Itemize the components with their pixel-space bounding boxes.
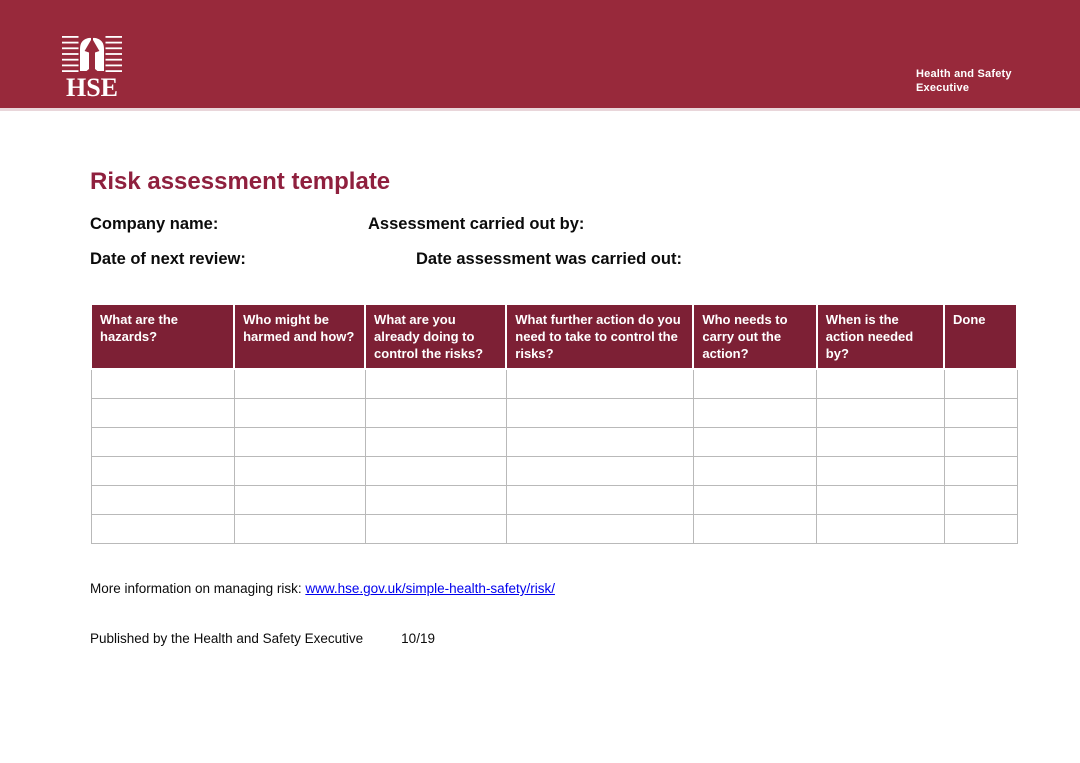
company-name-label: Company name: xyxy=(90,215,219,233)
table-cell-empty xyxy=(91,486,234,515)
table-cell-empty xyxy=(91,369,234,399)
published-line xyxy=(90,630,1018,647)
table-cell-empty xyxy=(944,486,1017,515)
table-cell-empty xyxy=(234,486,365,515)
table-header-row xyxy=(91,304,1017,369)
table-cell-empty xyxy=(817,515,944,544)
table-cell-empty xyxy=(506,428,693,457)
table-cell-empty xyxy=(506,486,693,515)
risk-assessment-table xyxy=(90,303,1018,544)
table-cell-empty xyxy=(234,399,365,428)
table-cell-empty xyxy=(365,457,506,486)
table-cell-empty xyxy=(693,399,816,428)
org-name-line1: Health and Safety xyxy=(916,68,1012,80)
table-cell-empty xyxy=(817,428,944,457)
table-cell-empty xyxy=(506,515,693,544)
table-cell-empty xyxy=(365,399,506,428)
document-body xyxy=(0,168,1018,647)
version-text: 10/19 xyxy=(401,631,435,646)
hse-logo-emblem xyxy=(62,36,122,100)
assessment-date-label: Date assessment was carried out: xyxy=(416,250,682,268)
more-info-link[interactable]: www.hse.gov.uk/simple-health-safety/risk/ xyxy=(305,581,555,596)
table-cell-empty xyxy=(506,369,693,399)
table-cell-empty xyxy=(944,399,1017,428)
table-cell-empty xyxy=(817,457,944,486)
table-body xyxy=(91,369,1017,544)
table-row xyxy=(91,457,1017,486)
table-cell-empty xyxy=(693,369,816,399)
table-cell-empty xyxy=(693,515,816,544)
published-text: Published by the Health and Safety Executive xyxy=(90,631,364,646)
table-cell-empty xyxy=(365,369,506,399)
column-header: When is the action needed by? xyxy=(817,304,944,369)
table-cell-empty xyxy=(91,515,234,544)
page-title: Risk assessment template xyxy=(90,168,391,195)
column-header: What further action do you need to take to control the risks? xyxy=(506,304,693,369)
table-cell-empty xyxy=(693,428,816,457)
field-row-2 xyxy=(90,250,1018,270)
column-header: Who needs to carry out the action? xyxy=(693,304,816,369)
hse-banner xyxy=(0,0,1080,111)
table-cell-empty xyxy=(817,399,944,428)
table-cell-empty xyxy=(693,486,816,515)
table-cell-empty xyxy=(817,486,944,515)
org-name-line2: Executive xyxy=(916,81,970,94)
table-cell-empty xyxy=(234,457,365,486)
table-cell-empty xyxy=(91,399,234,428)
more-info-text: More information on managing risk: xyxy=(90,581,306,596)
table-row xyxy=(91,486,1017,515)
table-cell-empty xyxy=(506,457,693,486)
table-cell-empty xyxy=(944,369,1017,399)
table-cell-empty xyxy=(365,515,506,544)
table-cell-empty xyxy=(91,428,234,457)
logo-text: HSE xyxy=(65,73,119,100)
table-row xyxy=(91,369,1017,399)
next-review-label: Date of next review: xyxy=(90,250,246,268)
table-cell-empty xyxy=(234,369,365,399)
table-cell-empty xyxy=(234,515,365,544)
column-header: What are you already doing to control the risks? xyxy=(365,304,506,369)
table-cell-empty xyxy=(365,486,506,515)
table-cell-empty xyxy=(817,369,944,399)
table-cell-empty xyxy=(365,428,506,457)
field-row-1 xyxy=(90,215,1018,235)
table-cell-empty xyxy=(234,428,365,457)
table-cell-empty xyxy=(91,457,234,486)
column-header: Done xyxy=(944,304,1017,369)
table-row xyxy=(91,428,1017,457)
assessment-by-label: Assessment carried out by: xyxy=(368,215,585,233)
table-row xyxy=(91,515,1017,544)
more-info-line xyxy=(90,580,1018,597)
table-cell-empty xyxy=(693,457,816,486)
org-name xyxy=(916,68,1012,95)
table-row xyxy=(91,399,1017,428)
table-cell-empty xyxy=(506,399,693,428)
table-cell-empty xyxy=(944,515,1017,544)
column-header: What are the hazards? xyxy=(91,304,234,369)
hse-logo xyxy=(62,36,122,100)
table-cell-empty xyxy=(944,457,1017,486)
column-header: Who might be harmed and how? xyxy=(234,304,365,369)
table-cell-empty xyxy=(944,428,1017,457)
